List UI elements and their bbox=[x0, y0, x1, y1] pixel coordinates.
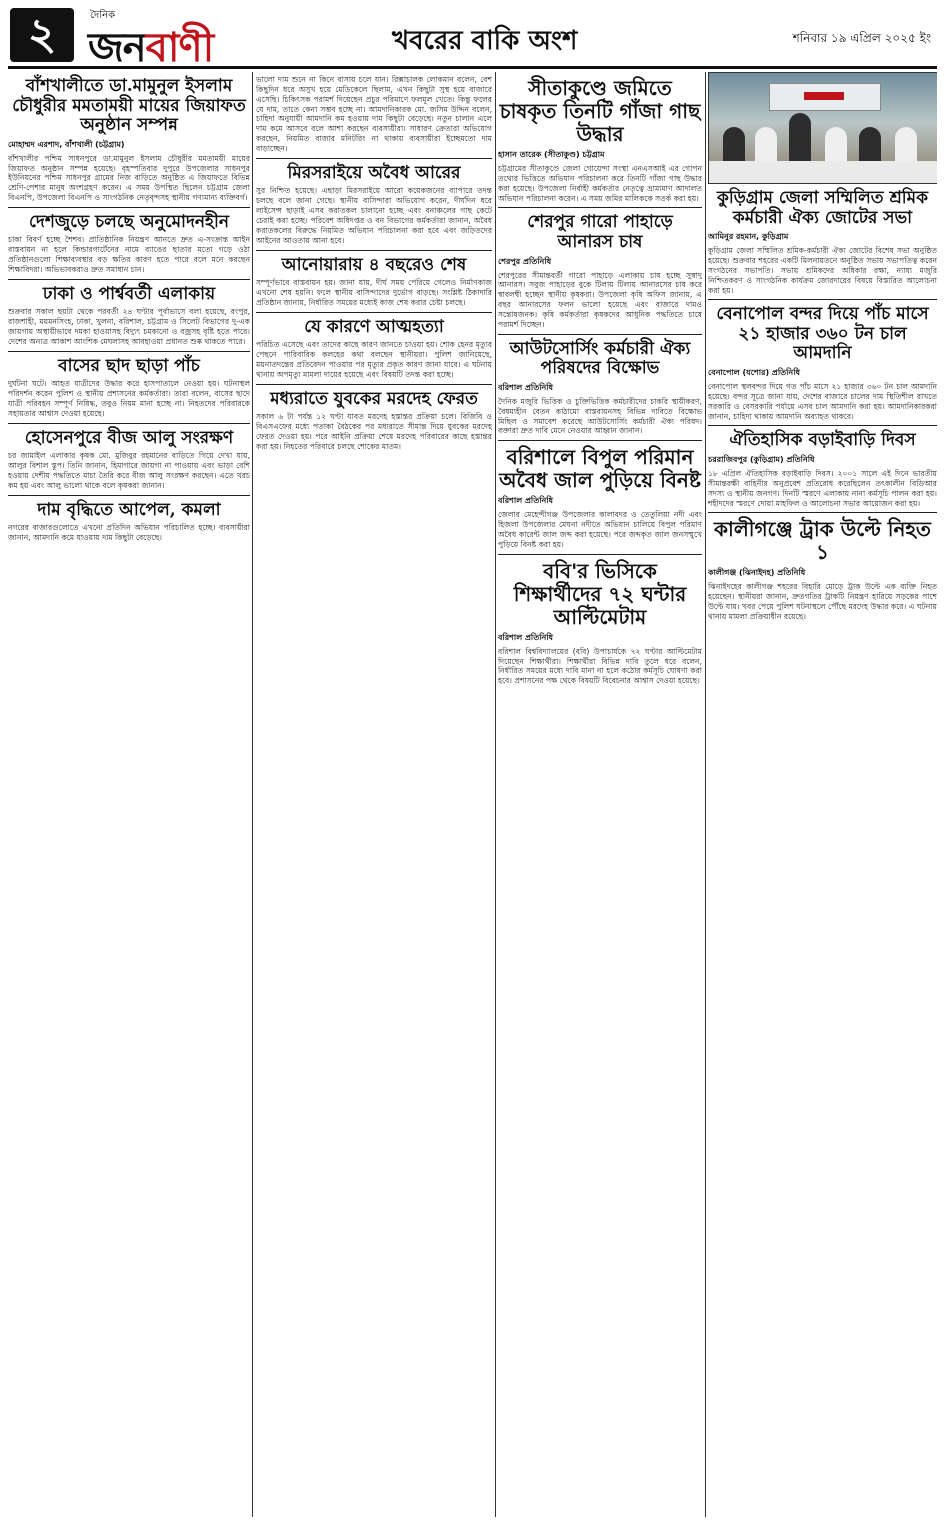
story-body: সুর নিশ্চিত হয়েছে। এছাড়া মিরসরাইয়ে আরো কয়েকজনের ব্যাপারে তদন্ত চলছে বলে জানা গেছে। স্থানীয় বাসিন্দারা অভিযোগ করেন, দীর্ঘদিন ধরে লাইসেন্স ছাড়াই এসব করাতকল চালানো হচ্ছে এবং বনাঞ্চলের গাছ কেটে চেরাই করা হচ্ছে। পরিবেশ অধিদপ্তর ও বন বিভাগের কর্মকর্তারা জানান, অবৈধ করাতকলের বিরুদ্ধে নিয়মিত অভিযান পরিচালনা করা হবে এবং জড়িতদের আইনের আওতায় আনা হবে। bbox=[256, 186, 492, 245]
story-body: দৈনিক মজুরি ভিত্তিক ও চুক্তিভিত্তিক কর্মচারীদের চাকরি স্থায়ীকরণ, বৈষম্যহীন বেতন কাঠামো বাস্তবায়নসহ বিভিন্ন দাবিতে বিক্ষোভ মিছিল ও সমাবেশ করেছে আউটসোর্সিং কর্মচারী ঐক্য পরিষদ। বক্তারা দ্রুত দাবি মেনে নেওয়ার আহ্বান জানান। bbox=[498, 396, 702, 436]
news-story bbox=[708, 426, 937, 513]
news-story bbox=[708, 184, 937, 300]
headline: মিরসরাইয়ে অবৈধ আরের bbox=[287, 162, 461, 183]
news-story bbox=[256, 385, 492, 456]
byline: আমিনুর রহমান, কুড়িগ্রাম bbox=[708, 232, 789, 242]
headline: বাসের ছাদ ছাড়া পাঁচ bbox=[58, 355, 200, 376]
issue-date: শনিবার ১৯ এপ্রিল ২০২৫ ইং bbox=[792, 31, 931, 45]
story-body: শুক্রবার সকাল ছয়টা থেকে পরবর্তী ২৪ ঘণ্টার পূর্বাভাসে বলা হয়েছে, রংপুর, রাজশাহী, ময়মনসিংহ, ঢাকা, খুলনা, বরিশাল, চট্টগ্রাম ও সিলেট বিভাগের দু-এক জায়গায় অস্থায়ীভাবে দমকা হাওয়াসহ বিদ্যুৎ চমকানো ও বজ্রসহ বৃষ্টি হতে পারে। দেশের অন্যত্র আকাশ আংশিক মেঘলাসহ আবহাওয়া প্রধানত শুষ্ক থাকতে পারে। bbox=[8, 307, 250, 347]
byline: কালীগঞ্জ (ঝিনাইদহ) প্রতিনিধি bbox=[708, 568, 806, 578]
column-divider bbox=[495, 72, 496, 1517]
byline: হাসান তারেক (সীতাকুণ্ড) চট্টগ্রাম bbox=[498, 150, 605, 159]
story-body: পরিচিত এসেছে এবং তাদের কাছে কারণ জানতে চাওয়া হয়। শোক হেনর মৃত্যুর পেছনে পারিবারিক কলহের কথা বলছেন স্থানীয়রা। পুলিশ জানিয়েছে, ময়নাতদন্তের প্রতিবেদন পাওয়ার পর মৃত্যুর প্রকৃত কারণ জানা যাবে। এ ঘটনায় থানায় অপমৃত্যু মামলা দায়ের হয়েছে এবং বিষয়টি তদন্ত করা হচ্ছে। bbox=[256, 340, 492, 379]
story-body: সকাল ৬ টা পর্যন্ত ১২ ঘণ্টা যাবত মরদেহ হস্তান্তর প্রক্রিয়া চলে। বিজিবি ও বিএসএফের মধ্যে পতাকা বৈঠকের পর মধ্যরাতে সীমান্ত দিয়ে যুবকের মরদেহ ফেরত দেওয়া হয়। পরে আইনি প্রক্রিয়া শেষে মরদেহ পরিবারের কাছে হস্তান্তর করা হয়। নিহতের পরিবারে চলছে শোকের মাতম। bbox=[256, 412, 492, 451]
headline: বেনাপোল বন্দর দিয়ে পাঁচ মাসে ২১ হাজার ৩৬০ টন চাল আমদানি bbox=[716, 304, 929, 364]
story-body: ভালো দাম শুনে না কিনে বাসায় চলে যান। রিক্সাচালক লোকমান বলেন, বেশ কিছুদিন ধরে অসুখ হয়ে মেডিকেলে ছিলাম, এখন কিছুটা সুস্থ হয়ে বাজারে এসেছি। চিকিৎসক পরামর্শ দিয়েছেন প্রচুর পরিমাণে ফলমূল খেতে। কিন্তু ফলের যে দাম, তাতে কেনা সম্ভব হচ্ছে না। আমদানিকারক মো. জসিম উদ্দিন বলেন, চাহিদা অনুযায়ী আমদানি কম হওয়ায় দাম কিছুটা বেড়েছে। নতুন চালান এলে দাম কমে আসবে বলে আশা করছেন ব্যবসায়ীরা। সাধারণ ক্রেতারা অভিযোগ করছেন, নিয়মিত বাজার মনিটরিং না থাকায় ব্যবসায়ীরা ইচ্ছেমতো দাম বাড়াচ্ছেন। bbox=[256, 75, 492, 154]
column-4 bbox=[708, 72, 937, 1517]
news-story bbox=[256, 72, 492, 159]
logo-part-2: বাণী bbox=[145, 24, 214, 71]
story-body: নগরের বাজারগুলোতে এখনো প্রতিদিন অভিযান পরিচালিত হচ্ছে। ব্যবসায়ীরা জানান, আমদানি কমে যাওয়ায় দাম কিছুটা বেড়েছে। bbox=[8, 523, 250, 543]
story-body: বরিশাল বিশ্ববিদ্যালয়ের (ববি) উপাচার্যকে ৭২ ঘণ্টার আল্টিমেটাম দিয়েছেন শিক্ষার্থীরা। শিক্ষার্থীরা বিভিন্ন দাবি তুলে ধরে বলেন, নির্ধারিত সময়ের মধ্যে দাবি মানা না হলে কঠোর কর্মসূচি ঘোষণা করা হবে। প্রশাসনের পক্ষ থেকে বিষয়টি বিবেচনার আশ্বাস দেওয়া হয়েছে। bbox=[498, 646, 702, 686]
table bbox=[709, 161, 937, 183]
story-body: শেরপুরের সীমান্তবর্তী গারো পাহাড়ে এলাকায় চাষ হচ্ছে সুস্বাদু আনারস। সবুজ পাহাড়ের বুকে টিলায় টিলায় আনারসের চাষ করে স্বাবলম্বী হচ্ছেন স্থানীয় কৃষকরা। উপজেলা কৃষি অফিস জানায়, এ বছর আনারসের ফলন ভালো হয়েছে এবং বাজারে দামও সন্তোষজনক। কৃষি কর্মকর্তারা কৃষকদের আধুনিক পদ্ধতিতে চাষে পরামর্শ দিচ্ছেন। bbox=[498, 270, 702, 329]
meeting-photo bbox=[708, 72, 937, 184]
byline: শেরপুর প্রতিনিধি bbox=[498, 256, 552, 266]
news-story bbox=[8, 72, 250, 208]
page-number: ২ bbox=[10, 8, 74, 62]
news-story bbox=[708, 300, 937, 426]
headline: আউটসোর্সিং কর্মচারী ঐক্য পরিষদের বিক্ষোভ bbox=[509, 338, 691, 379]
news-story bbox=[498, 441, 702, 554]
column-2 bbox=[256, 72, 492, 1517]
story-body: চর জামাইল এলাকার কৃষক মো. মুজিবুর রহমানের বাড়িতে গিয়ে দেখা যায়, আলুর বিশাল স্তূপ। তিনি জানান, হিমাগারে জায়গা না পাওয়ায় এবং ভাড়া বেশি হওয়ায় দেশীয় পদ্ধতিতে মাচা তৈরি করে বীজ আলু সংরক্ষণ করছেন। এতে খরচ কম হয় এবং আলু ভালো থাকে বলে কৃষকরা জানান। bbox=[8, 451, 250, 491]
headline: কালীগঞ্জে ট্রাক উল্টে নিহত ১ bbox=[714, 517, 931, 565]
news-story bbox=[498, 208, 702, 334]
story-body: চাকা বিবর্ণ হচ্ছে শৈশব। প্রাতিষ্ঠানিক নিয়ন্ত্রণ আনতে দ্রুত এ-সংক্রান্ত আইন বাস্তবায়ন না হলে কিন্ডারগার্টেনের নামে ব্যাঙের ছাতার মতো গড়ে ওঠা প্রতিষ্ঠানগুলো শিক্ষাব্যবস্থার বড় ক্ষতির কারণ হতে পারে বলে মনে করছেন শিক্ষাবিদরা। অভিভাবকরাও দ্রুত সমাধান চান। bbox=[8, 235, 250, 275]
headline: ঢাকা ও পার্শ্ববর্তী এলাকায় bbox=[42, 283, 216, 304]
news-story bbox=[8, 352, 250, 424]
daily-label: দৈনিক bbox=[90, 10, 116, 21]
story-body: সম্পূর্ণভাবে বাস্তবায়ন হয়। জানা যায়, দীর্ঘ সময় পেরিয়ে গেলেও নির্মাণকাজ এখনো শেষ হয়নি। ফলে স্থানীয় বাসিন্দাদের দুর্ভোগ বাড়ছে। সংশ্লিষ্ট ঠিকাদারি প্রতিষ্ঠান জানায়, নির্ধারিত সময়ের মধ্যেই কাজ শেষ করার চেষ্টা চলছে। bbox=[256, 278, 492, 307]
news-story bbox=[8, 208, 250, 280]
story-body: জেলার মেহেন্দীগঞ্জ উপজেলার কালাবদর ও তেতুলিয়া নদী এবং হিজলা উপজেলার মেঘনা নদীতে অভিযান চালিয়ে বিপুল পরিমাণ অবৈধ কারেন্ট জাল জব্দ করা হয়েছে। পরে জব্দকৃত জাল জনসম্মুখে পুড়িয়ে বিনষ্ট করা হয়। bbox=[498, 510, 702, 549]
story-body: কুড়িগ্রাম জেলা সম্মিলিত শ্রমিক-কর্মচারী ঐক্য জোটের বিশেষ সভা অনুষ্ঠিত হয়েছে। শুক্রবার শহরের একটি মিলনায়তনে অনুষ্ঠিত সভায় সভাপতিত্ব করেন সংগঠনের সভাপতি। সভায় শ্রমিকদের অধিকার রক্ষা, ন্যায্য মজুরি নিশ্চিতকরণ ও সাংগঠনিক কার্যক্রম জোরদারের বিষয়ে বিস্তারিত আলোচনা করা হয়। bbox=[708, 246, 937, 295]
headline: ঐতিহাসিক বড়াইবাড়ি দিবস bbox=[729, 430, 916, 451]
byline: চররাজিবপুর (কুড়িগ্রাম) প্রতিনিধি bbox=[708, 455, 815, 465]
news-story bbox=[8, 496, 250, 547]
masthead bbox=[8, 6, 937, 69]
byline: মোহাম্মদ এরশাদ, বাঁশখালী (চট্টগ্রাম) bbox=[8, 139, 125, 149]
headline: মধ্যরাতে যুবকের মরদেহ ফেরত bbox=[270, 388, 478, 409]
headline: বরিশালে বিপুল পরিমান অবৈধ জাল পুড়িয়ে বিনষ্ট bbox=[499, 445, 701, 493]
news-story bbox=[498, 72, 702, 208]
byline: বরিশাল প্রতিনিধি bbox=[498, 382, 554, 392]
headline: যে কারণে আত্মহত্যা bbox=[304, 316, 444, 337]
headline: ববি'র ভিসিকে শিক্ষার্থীদের ৭২ ঘন্টার আল্টিমেটাম bbox=[513, 558, 687, 629]
headline: কুড়িগ্রাম জেলা সম্মিলিত শ্রমিক কর্মচারী ঐক্য জোটের সভা bbox=[716, 188, 928, 228]
news-story bbox=[256, 159, 492, 251]
headline: হোসেনপুরে বীজ আলু সংরক্ষণ bbox=[24, 427, 234, 448]
news-story bbox=[256, 313, 492, 385]
column-3 bbox=[498, 72, 702, 1517]
byline: বরিশাল প্রতিনিধি bbox=[498, 496, 554, 506]
news-story bbox=[498, 555, 702, 690]
headline: শেরপুর গারো পাহাড়ে আনারস চাষ bbox=[527, 212, 673, 252]
section-title: খবরের বাকি অংশ bbox=[392, 26, 578, 56]
byline: বেনাপোল (যশোর) প্রতিনিধি bbox=[708, 368, 800, 378]
news-story bbox=[8, 424, 250, 496]
byline: বরিশাল প্রতিনিধি bbox=[498, 632, 554, 642]
headline: সীতাকুণ্ডে জমিতে চাষকৃত তিনটি গাঁজা গাছ উদ্ধার bbox=[499, 76, 701, 146]
story-body: বাঁশখালীর পশ্চিম সাধনপুরে ডা.মামুনুল ইসলাম চৌধুরীর মমতাময়ী মায়ের জিয়াফত অনুষ্ঠান সম্পন্ন হয়েছে। বৃহস্পতিবার দুপুরে উপজেলার সাধনপুর ইউনিয়নের পশ্চিম সাধনপুর গ্রামের নিজ বাড়িতে অনুষ্ঠিত এ জিয়াফতে বিভিন্ন শ্রেণি-পেশার মানুষ অংশগ্রহণ করেন। এ সময় উপস্থিত ছিলেন চট্টগ্রাম জেলা বিএনপি, উপজেলা বিএনপি ও সাংগঠনিক নেতৃবৃন্দসহ স্থানীয় গণ্যমান্য ব্যক্তিবর্গ। bbox=[8, 153, 250, 203]
meeting-banner bbox=[769, 83, 881, 111]
headline: বাঁশখালীতে ডা.মামুনুল ইসলাম চৌধুরীর মমতাময়ী মায়ের জিয়াফত অনুষ্ঠান সম্পন্ন bbox=[12, 76, 246, 136]
story-body: ১৮ এপ্রিল ঐতিহাসিক বড়াইবাড়ি দিবস। ২০০১ সালে এই দিনে ভারতীয় সীমান্তরক্ষী বাহিনীর অনুপ্রবেশ প্রতিরোধ করেছিলেন তৎকালীন বিডিআর সদস্য ও স্থানীয় জনগণ। দিনটি স্মরণে এলাকায় নানা কর্মসূচি পালন করা হয়। শহীদদের স্মরণে দোয়া মাহফিল ও আলোচনা সভার আয়োজন করা হয়। bbox=[708, 469, 937, 508]
logo-part-1: জন bbox=[88, 24, 146, 71]
headline: দেশজুড়ে চলছে অনুমোদনহীন bbox=[29, 211, 229, 232]
column-1 bbox=[8, 72, 250, 1517]
story-body: দুর্ঘটনা ঘটে। আহত যাত্রীদের উদ্ধার করে হাসপাতালে নেওয়া হয়। ঘটনাস্থল পরিদর্শন করেন পুলিশ ও স্থানীয় প্রশাসনের কর্মকর্তারা। তারা বলেন, বাসের ছাদে যাত্রী পরিবহন সম্পূর্ণ নিষিদ্ধ, তবুও নিয়ম মানা হচ্ছে না। নিহতদের পরিবারকে সহায়তার আশ্বাস দেওয়া হয়েছে। bbox=[8, 379, 250, 419]
story-body: বেনাপোল স্থলবন্দর দিয়ে গত পাঁচ মাসে ২১ হাজার ৩৬০ টন চাল আমদানি হয়েছে। বন্দর সূত্রে জানা যায়, দেশের বাজারে চালের দাম স্থিতিশীল রাখতে সরকারি ও বেসরকারি পর্যায়ে এসব চাল আমদানি করা হয়। আমদানিকারকরা জানান, চাহিদা থাকায় আমদানি অব্যাহত থাকবে। bbox=[708, 382, 937, 421]
news-story bbox=[498, 335, 702, 442]
column-divider bbox=[705, 72, 706, 1517]
news-story bbox=[8, 280, 250, 352]
news-story bbox=[708, 513, 937, 625]
headline: আনোয়ারায় ৪ বছরেও শেষ bbox=[281, 254, 467, 275]
column-divider bbox=[252, 72, 253, 1517]
headline: দাম বৃদ্ধিতে আপেল, কমলা bbox=[37, 499, 221, 520]
story-body: ঝিনাইদহের কালীগঞ্জ শহরের বিহারি মোড়ে ট্রাক উল্টে এক ব্যক্তি নিহত হয়েছেন। স্থানীয়রা জানান, দ্রুতগতির ট্রাকটি নিয়ন্ত্রণ হারিয়ে সড়কের পাশে উল্টে যায়। খবর পেয়ে পুলিশ ঘটনাস্থলে পৌঁছে মরদেহ উদ্ধার করে। এ ঘটনায় থানায় মামলা প্রক্রিয়াধীন রয়েছে। bbox=[708, 582, 937, 622]
story-body: চট্টগ্রামের সীতাকুণ্ডে জেলা গোয়েন্দা সংস্থা এনএসআই এর গোপন তথ্যের ভিত্তিতে অভিযান পরিচালনা করে তিনটি গাঁজা গাছ উদ্ধার করা হয়েছে। উপজেলা নির্বাহী কর্মকর্তার নেতৃত্বে ভ্রাম্যমাণ আদালত অভিযান পরিচালনা করেন। এ সময় জমির মালিককে সতর্ক করা হয়। bbox=[498, 164, 702, 203]
news-story bbox=[256, 251, 492, 313]
